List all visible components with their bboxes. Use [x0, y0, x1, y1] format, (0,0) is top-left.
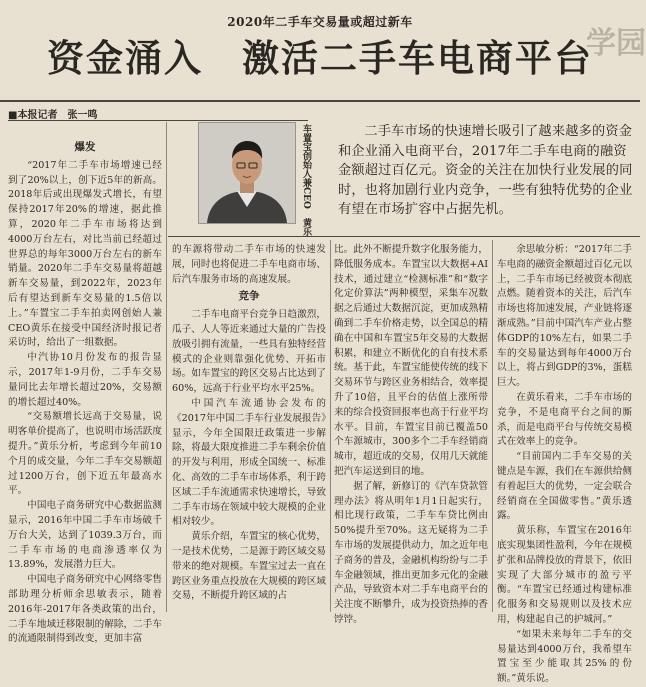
section-heading: 竞争: [238, 290, 260, 303]
paragraph: 比。此外不断提升数字化服务能力，降低服务成本。车置宝以大数据+AI技术，通过建立“检测标准”和“数字化定价算法”两种模型，采集车况数据之后通过大数据沉淀，更加成熟精确到二手车价格走势，以全国总的精确在中国和车置宝5年交易的大数据积累，和建立不断优化的自有技术系统。基于此，车置宝能使传统的线下交易环节与跨区业务相结合，效率提升了10倍，且平台的估值上涨所带来的综合投资回报率也高于行业平均水平。目前，车置宝目前已覆盖50个车源城市，300多个二手车经销商城市，超近成的交易，仅用几天就能把汽车运送到目的地。: [334, 244, 488, 477]
paragraph: 据了解，新修订的《汽车贷款管理办法》将从明年1月1日起实行，相比现行政策，二手车车贷比例由50%提升至70%。这无疑将为二手车市场的发展提供动力，加之近年电子商务的普及，金融机构纷纷与二手车金融领域，推出更加多元化的金融产品，导致资本对二手车电商平台的关注度不断攀升，成为投资热捧的香饽饽。: [334, 480, 488, 625]
section-heading: 爆发: [74, 141, 96, 153]
photo-caption: 车置宝创始人兼CEO 黄乐: [301, 124, 311, 236]
paragraph: “交易额增长远高于交易量，说明客单价提高了，也说明市场活跃度提升。”黄乐分析，考虑到今年前10个月的成交量，今年二手车交易额超过1200万台，创下近五年最高水平。: [8, 411, 162, 497]
paragraph: “如果未来每年二手车的交易量达到4000万台，我希望车置宝至少能取其25%的份额。”黄乐说。: [497, 628, 632, 685]
paragraph: 黄乐介绍，车置宝的核心优势，一是技术优势，二是源于跨区域交易带来的绝对规模。车置宝过去一直在跨区业务重点投放在大规模的跨区域交易，不断提升跨区域的占: [172, 531, 326, 602]
paragraph: 中汽协10月份发布的报告显示，2017年1-9月份，二手车交易量同比去年增长超过20%，交易额的增长超过40%。: [8, 352, 162, 408]
article-column-1: [8, 138, 162, 647]
article-column-3: [334, 243, 488, 628]
top-rule: [0, 100, 640, 102]
kicker: 2020年二手车交易量或超过新车: [227, 15, 413, 29]
byline: ■本报记者 张一鸣: [8, 110, 98, 121]
paragraph: 中国电子商务研究中心数据监测显示，2016年中国二手车市场破千万台大关，达到了1039.3万台，而二手车市场的电商渗透率仅为13.89%，发展潜力巨大。: [8, 500, 162, 571]
column-divider: [330, 240, 331, 612]
paragraph: 在黄乐看来，二手车市场的竞争，不是电商平台之间的厮杀，而是电商平台与传统交易模式在效率上的竞争。: [497, 391, 632, 448]
paragraph: 的车源将带动二手车市场的快速发展，同时也将促进二手车电商市场、后汽车服务市场的高速发展。: [172, 244, 326, 285]
paragraph: 二手车电商平台竞争日趋激烈，瓜子、人人等近来通过大量的广告投放吸引拥有流量，一些具有独特经营模式的企业则靠强化优势、开拓市场。如车置宝的跨区交易占比达到了60%，远高于行业平均水平25%。: [172, 309, 326, 395]
column-divider: [166, 122, 167, 612]
adjacent-article-fragment: 学园: [586, 26, 646, 61]
paragraph: 中国汽车流通协会发布的《2017年中国二手车行业发展报告》显示，今年全国限迁政策进一步解除，将最大限度推进二手车剩余价值的开发与利用，形成全国统一、标准化、高效的二手车市场体系，利于跨区域二手车流通需求快速增长，导致二手车市场在领域中较大规模的企业相对较少。: [172, 397, 326, 528]
headline: 资金涌入 激活二手车电商平台: [47, 36, 593, 80]
paragraph: 余思敏分析：“2017年二手车电商的融资金额超过百亿元以上，二手车市场已经被资本彻底点燃。随着资本的关注，后汽车市场也将加速发展，产业链将逐渐成熟。”目前中国汽车产业占整体GDP的10%左右，如果二手车的交易量达到每年4000万台以上，将占到GDP的3%，蛋糕巨大。: [497, 244, 632, 389]
paragraph: 中国电子商务研究中心网络零售部助理分析师余思敏表示，随着2016年-2017年各类政策的出台，二手车地域迁移限制的解除，二手车的流通限制得到改变，更加丰富: [8, 574, 162, 645]
portrait-illustration: [199, 123, 295, 223]
article-column-4: [497, 243, 632, 687]
paragraph: “2017年二手车市场增速已经到了20%以上，创下近5年的新高。2018年后或出现爆发式增长，有望保持2017年20%的增速，据此推算，2020年二手车市场将达到4000万台左右，对比当前已经超过世界总的每年3000万台左右的新车销量。2020年二手车交易量将超越新车交易量，到2022年，2023年后有望达到新车交易量的1.5倍以上。”车置宝二手车拍卖网创始人兼CEO黄乐在接受中国经济时报记者采访时，给出了一组数据。: [8, 159, 162, 349]
portrait-photo: [198, 122, 296, 224]
section-rule: [168, 236, 640, 237]
article-column-2: [172, 243, 326, 604]
paragraph: 黄乐称，车置宝在2016年底实现集团性盈利，今年在规模扩张和品牌投放的背景下，依旧实现了大部分城市的盈亏平衡。“车置宝已经通过构建标准化服务和交易规则以及技术应用，构建起自己的护城河。”: [497, 525, 632, 625]
paragraph: “目前国内二手车交易的关键点是车源，我们在车源供给侧有着起巨大的优势，一定会联合经销商在全国做零售。”黄乐透露。: [497, 451, 632, 522]
column-divider: [492, 240, 493, 612]
lead-paragraph: 二手车市场的快速增长吸引了越来越多的资金和企业涌入电商平台，2017年二手车电商的融资金额超过百亿元。资金的关注在加快行业发展的同时，也将加剧行业内竞争，一些有独特优势的企业有望在市场扩容中占据先机。: [338, 124, 633, 217]
